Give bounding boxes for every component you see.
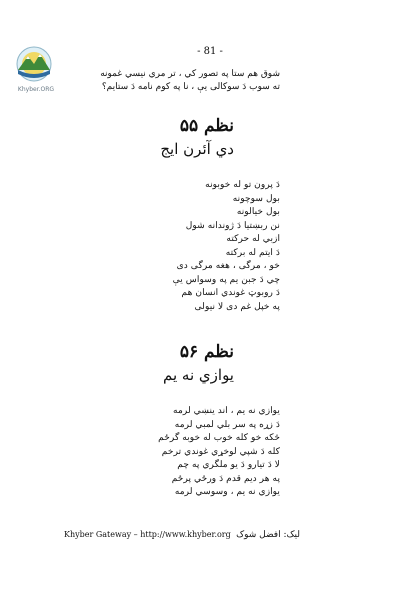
verse-line: په هر ديم قدم دَ ورځي پرځم [171, 472, 280, 484]
verse-line: نن ربښتيا دَ ژوندانه شول [185, 219, 280, 231]
intro-line: شوق هم ستا په تصور کي ، تر مري نيسي غمونه [100, 69, 280, 79]
verse-line: څکه خو کله خوب له خوبه گرځم [158, 432, 280, 443]
intro-stanza [100, 68, 280, 94]
verse-line: خو ، مرگی ، هغه مرگی دی [176, 260, 280, 271]
poem-56-subtitle: يوازي نه يم [163, 366, 234, 384]
verse-line: دَ پرون تو له خوبونه [205, 179, 280, 190]
verse-line: بول خيالونه [236, 206, 280, 217]
footer-website: Khyber Gateway – http://www.khyber.org [64, 530, 231, 539]
verse-line: دَ روبوټ غوندي انسان هم [181, 287, 280, 298]
verse-line: کله دَ شپي لوخړي غوندي ترخم [161, 445, 280, 457]
logo-caption: Khyber.ORG [17, 86, 55, 93]
intro-line: ته سوب دَ سوکالی يې ، نا په کوم نامه دَ ستايم؟ [101, 82, 280, 92]
poem-55-verses [173, 178, 280, 313]
verse-line: يوازي نه يم ، وسوسي لرمه [174, 486, 280, 497]
verse-line: بول سوچونه [232, 192, 280, 204]
poem-56-title: نظم ۵۶ [179, 342, 234, 362]
footer-author: ليک: افضل شوک [236, 530, 300, 540]
verse-line: په خپل غم دی لا نيولی [194, 300, 280, 312]
verse-line: چي دَ جبن يم په وسواس يې [172, 273, 280, 285]
poem-55-subtitle: دي آئرن ايج [160, 140, 234, 158]
verse-line: يوازي نه يم ، اند ينښي لرمه [173, 405, 280, 416]
verse-line: ازبي له حرکته [226, 233, 280, 244]
verse-line: دَ زړه په سر بلي لمبي لرمه [174, 418, 280, 430]
verse-line: دَ ايتم له برکته [225, 246, 280, 258]
poem-56-verses [158, 404, 280, 499]
poem-55-title: نظم ۵۵ [179, 116, 234, 136]
verse-line: لا دَ تيارو دَ يو ملگري په چم [177, 459, 280, 470]
page-number: - 81 - [197, 46, 223, 57]
